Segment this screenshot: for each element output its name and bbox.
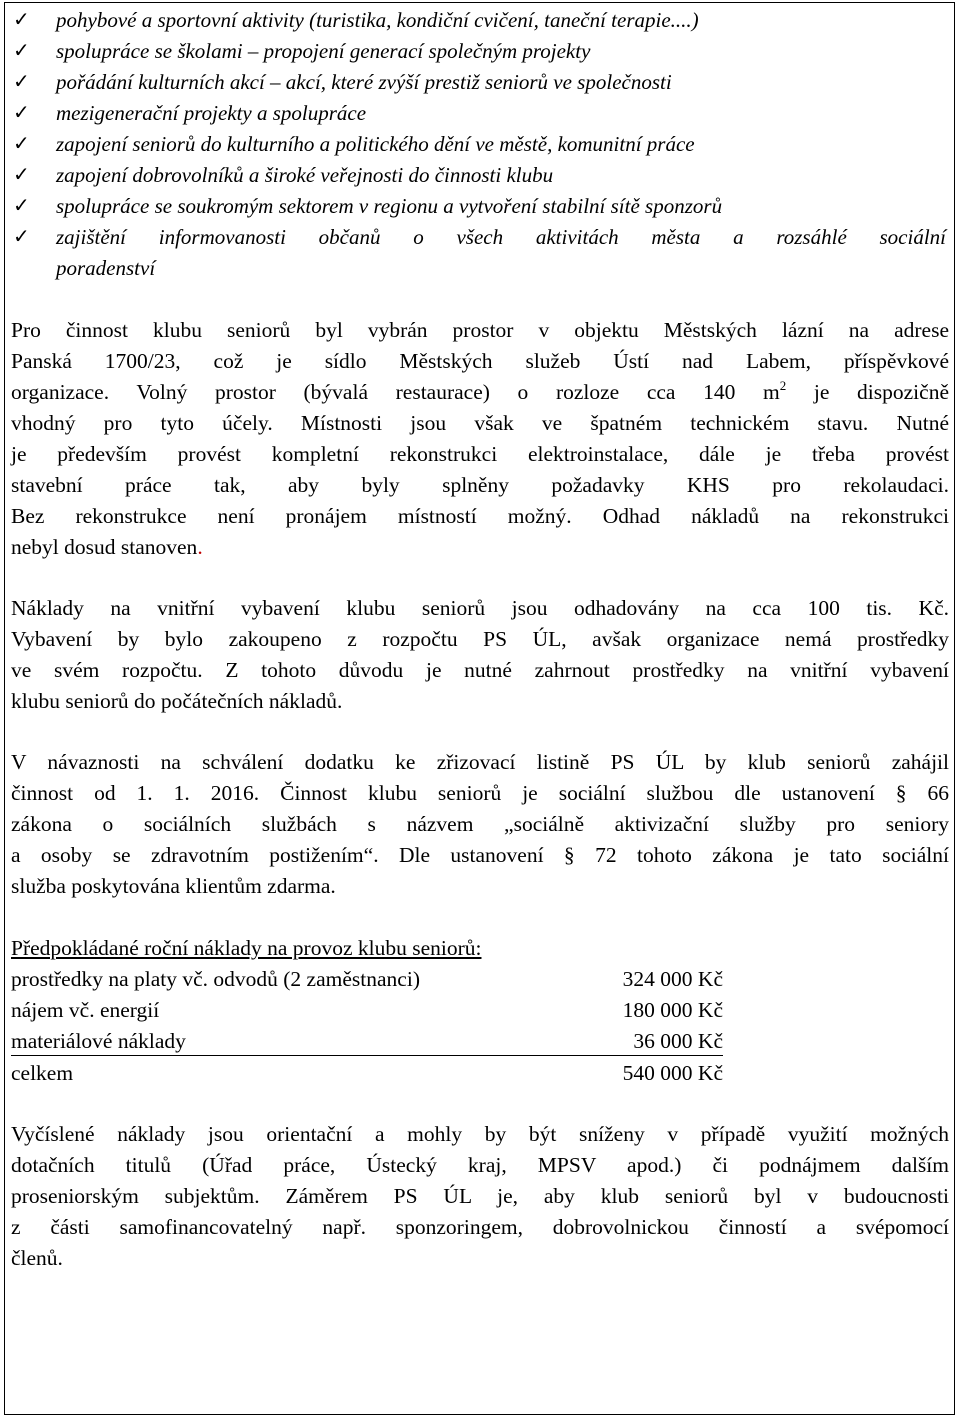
text-span: je dispozičně [786, 380, 949, 404]
text-line [11, 377, 949, 408]
text-line: klubu seniorů do počátečních nákladů. [11, 689, 343, 713]
costs-heading: Předpokládané roční náklady na provoz klubu seniorů: [11, 936, 482, 960]
checkmark-icon: ✓ [13, 226, 30, 248]
cost-amount: 36 000 Kč [633, 1029, 723, 1053]
checklist-item-text: zapojení dobrovolníků a široké veřejnosti do činnosti klubu [56, 163, 554, 187]
cost-label: prostředky na platy vč. odvodů (2 zaměstnanci) [11, 967, 420, 991]
text-line: Panská 1700/23, což je sídlo Městských služeb Ústí nad Labem, příspěvkové [11, 349, 949, 373]
paragraph-cost-reduction [11, 1119, 949, 1274]
checklist-item [5, 98, 954, 129]
checkmark-icon: ✓ [13, 102, 30, 124]
cost-label: nájem vč. energií [11, 998, 160, 1022]
checklist-item [5, 5, 954, 36]
checklist-item-text: spolupráce se školami – propojení generací společným projekty [56, 39, 591, 63]
checklist-item [5, 129, 954, 160]
text-line: stavební práce tak, aby byly splněny požadavky KHS pro rekolaudaci. [11, 473, 949, 497]
cost-label: celkem [11, 1061, 74, 1085]
cost-label: materiálové náklady [11, 1029, 186, 1053]
text-line: V návaznosti na schválení dodatku ke zřizovací listině PS ÚL by klub seniorů zahájil [11, 750, 949, 774]
cost-amount: 540 000 Kč [622, 1061, 723, 1085]
checklist-item-text: pohybové a sportovní aktivity (turistika, kondiční cvičení, taneční terapie....) [56, 8, 699, 32]
text-line: z části samofinancovatelný např. sponzoringem, dobrovolnickou činností a svépomocí [11, 1215, 949, 1239]
checklist-item-text: zapojení seniorů do kulturního a politického dění ve městě, komunitní práce [56, 132, 695, 156]
superscript: 2 [779, 378, 787, 393]
text-line: proseniorským subjektům. Záměrem PS ÚL je, aby klub seniorů byl v budoucnosti [11, 1184, 949, 1208]
checklist-item-text-continued: poradenství [56, 256, 156, 280]
text-line: a osoby se zdravotním postižením“. Dle ustanovení § 72 tohoto zákona je tato sociální [11, 843, 949, 867]
paragraph-social-service [11, 747, 949, 902]
checkmark-icon: ✓ [13, 40, 30, 62]
costs-table [11, 964, 723, 1089]
cost-row [11, 964, 723, 995]
cost-total-row [11, 1058, 723, 1089]
text-line: služba poskytována klientům zdarma. [11, 874, 336, 898]
text-line [11, 532, 949, 563]
text-line: vhodný pro tyto účely. Místnosti jsou však ve špatném technickém stavu. Nutné [11, 411, 949, 435]
checkmark-icon: ✓ [13, 9, 30, 31]
text-line: Vyčíslené náklady jsou orientační a mohly by být sníženy v případě využití možných [11, 1122, 949, 1146]
checklist-item-text: zajištění informovanosti občanů o všech aktivitách města a rozsáhlé sociální [56, 225, 946, 249]
text-line: Vybavení by bylo zakoupeno z rozpočtu PS ÚL, avšak organizace nemá prostředky [11, 627, 949, 651]
checkmark-icon: ✓ [13, 71, 30, 93]
cost-amount: 324 000 Kč [622, 967, 723, 991]
cost-amount: 180 000 Kč [622, 998, 723, 1022]
checklist-item-text: pořádání kulturních akcí – akcí, které zvýší prestiž seniorů ve společnosti [56, 70, 672, 94]
cost-row [11, 995, 723, 1026]
text-line: Náklady na vnitřní vybavení klubu seniorů jsou odhadovány na cca 100 tis. Kč. [11, 596, 949, 620]
checkmark-icon: ✓ [13, 133, 30, 155]
text-line: zákona o sociálních službách s názvem „sociálně aktivizační služby pro seniory [11, 812, 949, 836]
checklist-item-text: mezigenerační projekty a spolupráce [56, 101, 367, 125]
document-page [4, 2, 955, 1415]
text-line: členů. [11, 1246, 63, 1270]
text-span: nebyl dosud stanoven [11, 535, 198, 559]
checklist-item [5, 67, 954, 98]
checklist-item [5, 191, 954, 222]
text-line: je především provést kompletní rekonstrukci elektroinstalace, dále je třeba provést [11, 442, 949, 466]
checklist-item [5, 36, 954, 67]
text-line: Pro činnost klubu seniorů byl vybrán prostor v objektu Městských lázní na adrese [11, 318, 949, 342]
text-line: činnost od 1. 1. 2016. Činnost klubu seniorů je sociální službou dle ustanovení § 66 [11, 781, 949, 805]
checklist-item [5, 160, 954, 191]
red-period: . [197, 535, 203, 559]
cost-row [11, 1026, 723, 1056]
text-line: ve svém rozpočtu. Z tohoto důvodu je nutné zahrnout prostředky na vnitřní vybavení [11, 658, 949, 682]
paragraph-equipment [11, 593, 949, 717]
text-line: Bez rekonstrukce není pronájem místností možný. Odhad nákladů na rekonstrukci [11, 504, 949, 528]
checklist-item-text: spolupráce se soukromým sektorem v regionu a vytvoření stabilní sítě sponzorů [56, 194, 723, 218]
checkmark-icon: ✓ [13, 164, 30, 186]
checkmark-icon: ✓ [13, 195, 30, 217]
text-span: organizace. Volný prostor (bývalá restaurace) o rozloze cca 140 m [11, 380, 780, 404]
text-line: dotačních titulů (Úřad práce, Ústecký kraj, MPSV apod.) či podnájmem dalším [11, 1153, 949, 1177]
paragraph-premises [11, 315, 949, 563]
checklist-item [5, 222, 954, 284]
